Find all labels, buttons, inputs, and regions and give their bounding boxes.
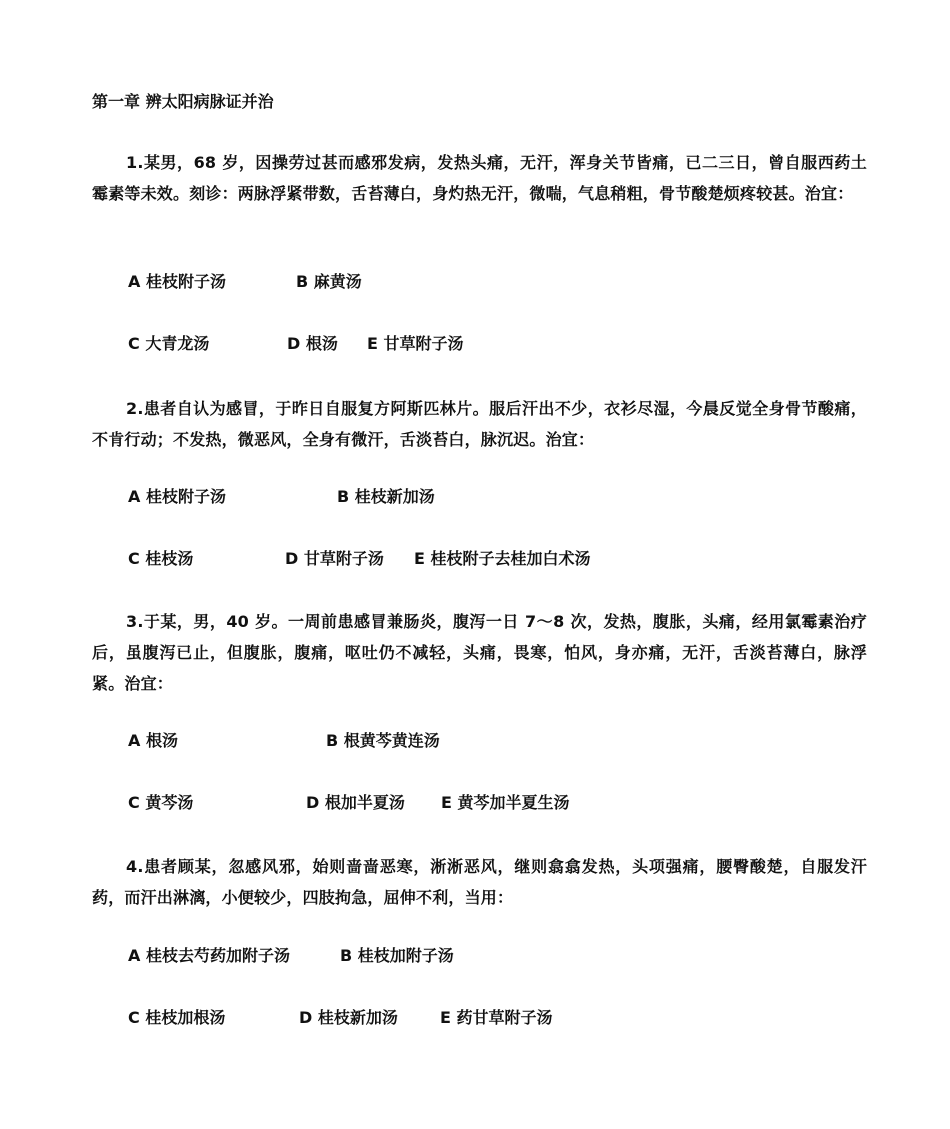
- question-4-option-b: B 桂枝加附子汤: [340, 946, 454, 965]
- chapter-title: 第一章 辨太阳病脉证并治: [92, 92, 274, 111]
- question-2-option-c: C 桂枝汤: [128, 549, 194, 568]
- question-2-option-d: D 甘草附子汤: [285, 549, 384, 568]
- question-3-option-d: D 根加半夏汤: [306, 793, 405, 812]
- question-1-option-c: C 大青龙汤: [128, 334, 210, 353]
- question-4-stem: 4.患者顾某，忽感风邪，始则啬啬恶寒，淅淅恶风，继则翕翕发热，头项强痛，腰臀酸楚，自服发汗药，而汗出淋漓，小便较少，四肢拘急，屈伸不利，当用：: [92, 857, 867, 907]
- question-3-option-c: C 黄芩汤: [128, 793, 194, 812]
- question-3-option-e: E 黄芩加半夏生汤: [441, 793, 570, 812]
- question-2-option-b: B 桂枝新加汤: [337, 487, 435, 506]
- question-1-option-e: E 甘草附子汤: [367, 334, 464, 353]
- question-1-option-d: D 根汤: [287, 334, 338, 353]
- question-1-option-b: B 麻黄汤: [296, 272, 362, 291]
- question-4-option-d: D 桂枝新加汤: [299, 1008, 398, 1027]
- question-2-option-a: A 桂枝附子汤: [128, 487, 226, 506]
- question-4-option-c: C 桂枝加根汤: [128, 1008, 226, 1027]
- question-1-option-a: A 桂枝附子汤: [128, 272, 226, 291]
- question-4-option-e: E 药甘草附子汤: [440, 1008, 553, 1027]
- question-2-stem: 2.患者自认为感冒，于昨日自服复方阿斯匹林片。服后汗出不少，衣衫尽湿，今晨反觉全身骨节酸痛，不肯行动；不发热，微恶风，全身有微汗，舌淡苔白，脉沉迟。治宜：: [92, 399, 867, 449]
- question-3-option-b: B 根黄芩黄连汤: [326, 731, 440, 750]
- question-3-stem: 3.于某，男，40 岁。一周前患感冒兼肠炎，腹泻一日 7～8 次，发热，腹胀，头痛，经用氯霉素治疗后，虽腹泻已止，但腹胀，腹痛，呕吐仍不减轻，头痛，畏寒，怕风，身亦痛，无汗，舌淡苔薄白，脉浮紧。治宜：: [92, 612, 867, 693]
- question-4-option-a: A 桂枝去芍药加附子汤: [128, 946, 290, 965]
- question-2-option-e: E 桂枝附子去桂加白术汤: [414, 549, 591, 568]
- question-3-option-a: A 根汤: [128, 731, 178, 750]
- question-1-stem: 1.某男，68 岁，因操劳过甚而感邪发病，发热头痛，无汗，浑身关节皆痛，已二三日，曾自服西药土霉素等未效。刻诊：两脉浮紧带数，舌苔薄白，身灼热无汗，微喘，气息稍粗，骨节酸楚烦疼较甚。治宜：: [92, 153, 867, 203]
